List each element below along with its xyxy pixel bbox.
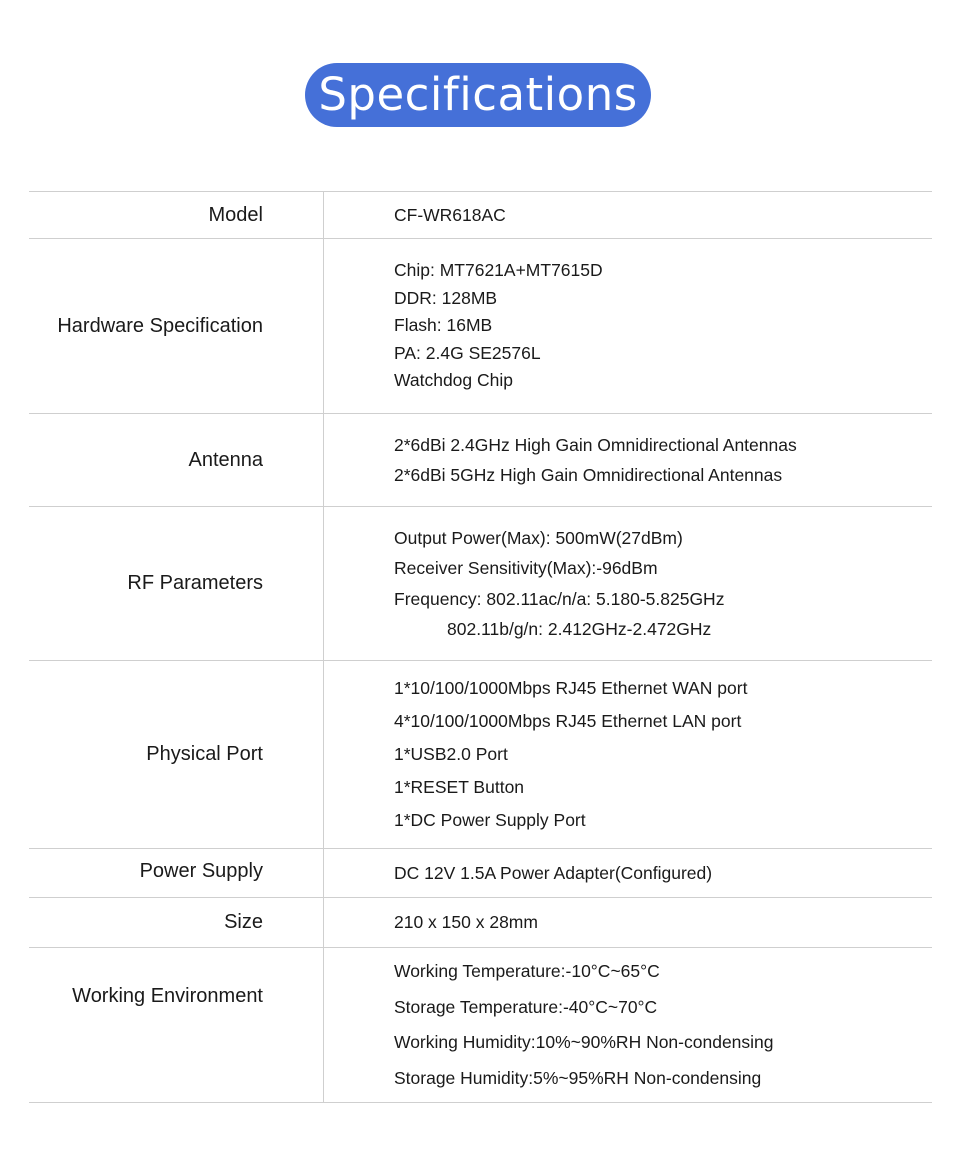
spec-row-physical-port: [29, 661, 932, 849]
spec-value: [324, 661, 932, 848]
spec-value-line: 2*6dBi 2.4GHz High Gain Omnidirectional Antennas: [394, 435, 797, 455]
spec-row-rf-parameters: [29, 507, 932, 661]
spec-row-working-environment: [29, 948, 932, 1103]
spec-table: [29, 191, 932, 1103]
spec-value-line: Chip: MT7621A+MT7615D: [394, 260, 603, 281]
spec-value-line: Receiver Sensitivity(Max):-96dBm: [394, 558, 658, 578]
spec-value-line: 802.11b/g/n: 2.412GHz-2.472GHz: [447, 619, 712, 639]
spec-value-line: Storage Humidity:5%~95%RH Non-condensing: [394, 1067, 762, 1088]
spec-value-line: DDR: 128MB: [394, 287, 498, 308]
spec-value-line: 1*USB2.0 Port: [394, 744, 508, 764]
spec-value-line: 1*RESET Button: [394, 777, 525, 797]
spec-value-line: Storage Temperature:-40°C~70°C: [394, 996, 658, 1017]
spec-label: Physical Port: [29, 661, 324, 848]
spec-row-model: [29, 192, 932, 239]
spec-label: Size: [29, 898, 324, 947]
spec-value-line: Frequency: 802.11ac/n/a: 5.180-5.825GHz: [394, 588, 725, 609]
spec-value-line: 1*DC Power Supply Port: [394, 810, 586, 830]
spec-value: [324, 507, 932, 660]
spec-row-antenna: [29, 414, 932, 507]
spec-value-line: DC 12V 1.5A Power Adapter(Configured): [394, 862, 713, 883]
spec-value: [324, 948, 932, 1102]
spec-label: RF Parameters: [29, 507, 324, 660]
spec-value-line: 210 x 150 x 28mm: [394, 912, 538, 932]
spec-value-line: 1*10/100/1000Mbps RJ45 Ethernet WAN port: [394, 678, 748, 698]
spec-value-line: Watchdog Chip: [394, 370, 513, 391]
spec-value-line: CF-WR618AC: [394, 204, 506, 225]
spec-value-line: 2*6dBi 5GHz High Gain Omnidirectional Antennas: [394, 465, 783, 485]
spec-value: [324, 239, 932, 413]
spec-value: [324, 192, 932, 238]
spec-label: Power Supply: [29, 849, 324, 897]
spec-label: Working Environment: [29, 948, 324, 1102]
spec-value-line: PA: 2.4G SE2576L: [394, 342, 541, 363]
spec-row-size: [29, 898, 932, 948]
spec-value: [324, 849, 932, 897]
spec-label: Model: [29, 192, 324, 238]
spec-row-hardware: [29, 239, 932, 414]
spec-value: [324, 898, 932, 947]
page-title: Specifications: [305, 63, 651, 127]
spec-label: Antenna: [29, 414, 324, 506]
spec-value-line: Output Power(Max): 500mW(27dBm): [394, 527, 683, 548]
spec-value-line: Flash: 16MB: [394, 315, 493, 336]
spec-value-line: Working Temperature:-10°C~65°C: [394, 961, 660, 981]
spec-label: Hardware Specification: [29, 239, 324, 413]
spec-value-line: 4*10/100/1000Mbps RJ45 Ethernet LAN port: [394, 711, 742, 731]
spec-value-line: Working Humidity:10%~90%RH Non-condensing: [394, 1032, 774, 1052]
spec-row-power-supply: [29, 849, 932, 898]
spec-value: [324, 414, 932, 506]
